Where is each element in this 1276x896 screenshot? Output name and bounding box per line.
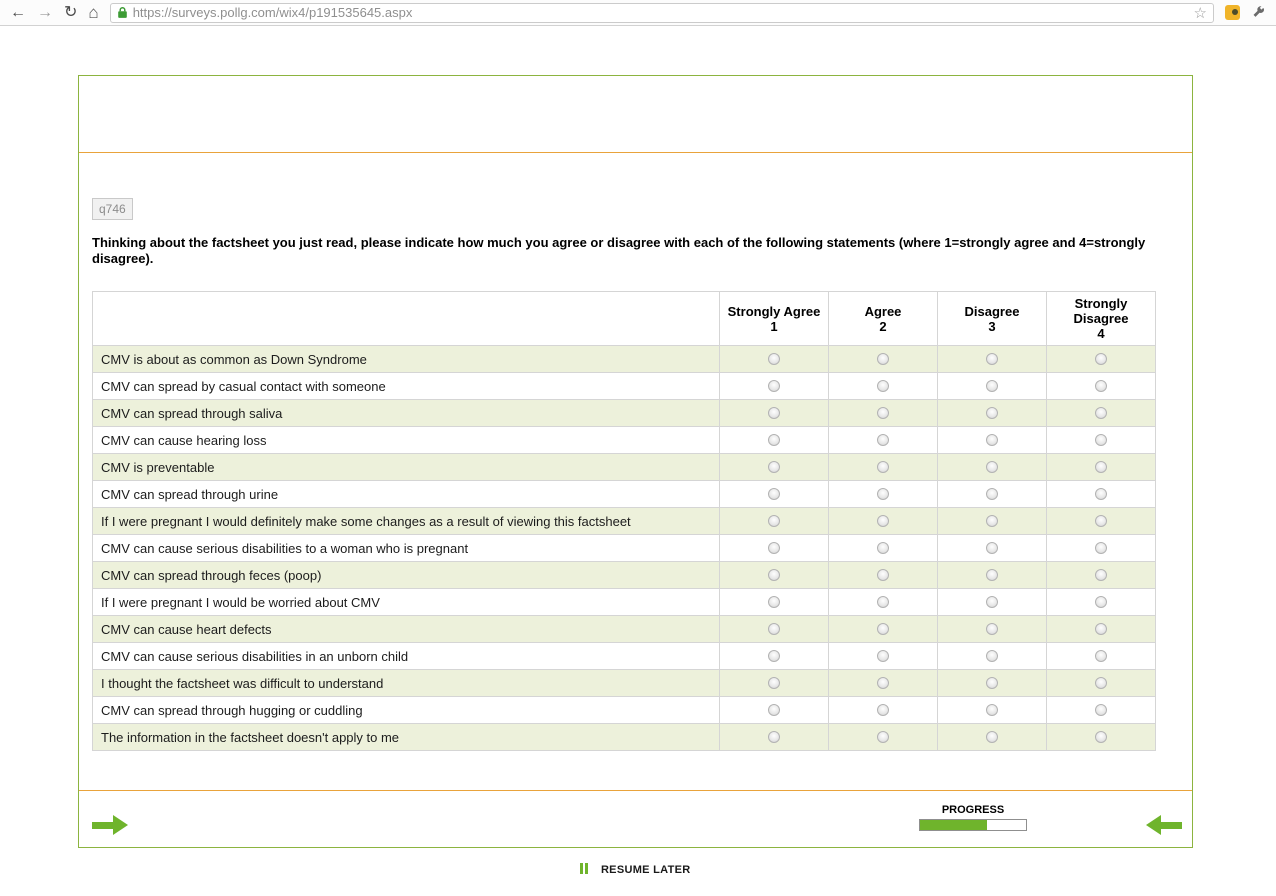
bookmark-star-icon[interactable]: ☆ — [1193, 4, 1207, 22]
radio-option[interactable] — [986, 623, 998, 635]
url-text[interactable]: https://surveys.pollg.com/wix4/p191535645.aspx — [132, 5, 413, 20]
survey-panel — [78, 75, 1193, 848]
radio-cell — [720, 616, 829, 643]
radio-option[interactable] — [1095, 461, 1107, 473]
radio-option[interactable] — [877, 407, 889, 419]
radio-cell — [829, 697, 938, 724]
radio-option[interactable] — [1095, 488, 1107, 500]
radio-option[interactable] — [1095, 515, 1107, 527]
statement-label: If I were pregnant I would definitely make some changes as a result of viewing this factsheet — [93, 508, 720, 535]
radio-option[interactable] — [768, 731, 780, 743]
next-button[interactable] — [92, 815, 128, 835]
radio-cell — [1047, 697, 1156, 724]
radio-option[interactable] — [986, 596, 998, 608]
radio-option[interactable] — [986, 677, 998, 689]
radio-cell — [720, 373, 829, 400]
column-number: 1 — [770, 318, 778, 334]
column-number: 4 — [1097, 326, 1105, 341]
radio-option[interactable] — [877, 704, 889, 716]
header-row — [93, 292, 1156, 346]
radio-option[interactable] — [768, 434, 780, 446]
survey-footer — [79, 790, 1192, 847]
column-label: Strongly Disagree — [1073, 296, 1129, 326]
radio-option[interactable] — [877, 731, 889, 743]
column-label: Agree — [864, 303, 902, 319]
radio-option[interactable] — [768, 596, 780, 608]
radio-cell — [1047, 454, 1156, 481]
column-header-strongly-agree — [720, 292, 829, 346]
radio-cell — [720, 454, 829, 481]
radio-option[interactable] — [1095, 434, 1107, 446]
radio-cell — [720, 481, 829, 508]
radio-option[interactable] — [1095, 542, 1107, 554]
radio-cell — [720, 535, 829, 562]
radio-cell — [938, 562, 1047, 589]
statement-label: CMV can cause hearing loss — [93, 427, 720, 454]
table-row — [93, 400, 1156, 427]
question-text: Thinking about the factsheet you just read, please indicate how much you agree or disagree with each of the following statements (where 1=strongly agree and 4=strongly disagree). — [92, 235, 1146, 266]
radio-option[interactable] — [1095, 353, 1107, 365]
radio-option[interactable] — [768, 542, 780, 554]
likert-table — [92, 291, 1156, 751]
progress-indicator — [919, 804, 1027, 831]
radio-cell — [1047, 373, 1156, 400]
radio-cell — [938, 724, 1047, 751]
table-row — [93, 589, 1156, 616]
radio-cell — [1047, 346, 1156, 373]
radio-cell — [720, 697, 829, 724]
table-row — [93, 481, 1156, 508]
forward-icon[interactable]: → — [37, 3, 53, 21]
back-icon[interactable]: ← — [10, 3, 26, 21]
radio-cell — [938, 427, 1047, 454]
radio-cell — [829, 562, 938, 589]
radio-option[interactable] — [986, 461, 998, 473]
radio-option[interactable] — [768, 407, 780, 419]
lock-icon — [117, 6, 128, 19]
radio-cell — [1047, 616, 1156, 643]
radio-option[interactable] — [877, 461, 889, 473]
radio-cell — [829, 643, 938, 670]
column-label: Disagree — [964, 303, 1020, 319]
radio-option[interactable] — [1095, 407, 1107, 419]
progress-fill — [920, 820, 987, 830]
radio-option[interactable] — [1095, 569, 1107, 581]
radio-cell — [1047, 427, 1156, 454]
radio-cell — [938, 643, 1047, 670]
radio-option[interactable] — [986, 569, 998, 581]
arrow-shaft — [92, 822, 113, 829]
column-number: 3 — [988, 318, 996, 334]
radio-cell — [938, 670, 1047, 697]
table-row — [93, 454, 1156, 481]
resume-later-link[interactable] — [78, 861, 1193, 879]
radio-cell — [720, 400, 829, 427]
address-bar[interactable] — [110, 3, 1214, 23]
radio-option[interactable] — [877, 596, 889, 608]
extension-icon[interactable] — [1225, 5, 1240, 20]
radio-option[interactable] — [877, 569, 889, 581]
radio-cell — [938, 697, 1047, 724]
radio-cell — [720, 346, 829, 373]
radio-option[interactable] — [1095, 596, 1107, 608]
radio-cell — [1047, 670, 1156, 697]
radio-cell — [829, 508, 938, 535]
table-row — [93, 643, 1156, 670]
table-row — [93, 724, 1156, 751]
radio-option[interactable] — [877, 488, 889, 500]
statement-label: CMV is preventable — [93, 454, 720, 481]
radio-option[interactable] — [768, 650, 780, 662]
radio-cell — [938, 346, 1047, 373]
table-row — [93, 616, 1156, 643]
wrench-menu-icon[interactable] — [1251, 5, 1266, 20]
radio-option[interactable] — [877, 623, 889, 635]
survey-header-band — [79, 76, 1192, 153]
radio-cell — [829, 724, 938, 751]
table-row — [93, 535, 1156, 562]
radio-cell — [829, 346, 938, 373]
radio-cell — [829, 481, 938, 508]
statement-label: CMV can spread through feces (poop) — [93, 562, 720, 589]
radio-option[interactable] — [986, 434, 998, 446]
column-label: Strongly Agree — [727, 303, 821, 319]
radio-option[interactable] — [768, 515, 780, 527]
statement-label: CMV can spread through hugging or cuddling — [93, 697, 720, 724]
radio-cell — [938, 400, 1047, 427]
radio-cell — [829, 616, 938, 643]
radio-option[interactable] — [877, 542, 889, 554]
radio-cell — [1047, 643, 1156, 670]
column-header-strongly-disagree — [1047, 292, 1156, 346]
radio-option[interactable] — [1095, 731, 1107, 743]
question-id-badge: q746 — [92, 198, 133, 220]
radio-cell — [938, 535, 1047, 562]
arrow-head — [113, 815, 128, 835]
radio-cell — [829, 670, 938, 697]
pause-icon — [580, 861, 590, 879]
radio-cell — [1047, 724, 1156, 751]
table-row — [93, 562, 1156, 589]
statement-label: CMV can cause heart defects — [93, 616, 720, 643]
column-header-agree — [829, 292, 938, 346]
browser-chrome — [0, 0, 1276, 26]
radio-option[interactable] — [877, 650, 889, 662]
table-row — [93, 697, 1156, 724]
radio-cell — [720, 427, 829, 454]
radio-option[interactable] — [986, 407, 998, 419]
arrow-head — [1146, 815, 1161, 835]
statement-label: CMV can cause serious disabilities to a woman who is pregnant — [93, 535, 720, 562]
progress-label: PROGRESS — [941, 804, 1005, 816]
statement-label: If I were pregnant I would be worried about CMV — [93, 589, 720, 616]
radio-option[interactable] — [768, 569, 780, 581]
table-row — [93, 427, 1156, 454]
radio-option[interactable] — [768, 623, 780, 635]
radio-cell — [1047, 508, 1156, 535]
table-row — [93, 508, 1156, 535]
radio-option[interactable] — [1095, 623, 1107, 635]
radio-cell — [938, 589, 1047, 616]
radio-cell — [829, 427, 938, 454]
radio-cell — [938, 508, 1047, 535]
radio-cell — [720, 589, 829, 616]
statement-label: CMV can spread through urine — [93, 481, 720, 508]
radio-cell — [720, 724, 829, 751]
statement-label: CMV can spread through saliva — [93, 400, 720, 427]
arrow-shaft — [1161, 822, 1182, 829]
radio-option[interactable] — [768, 488, 780, 500]
radio-cell — [938, 373, 1047, 400]
radio-option[interactable] — [877, 677, 889, 689]
radio-cell — [829, 400, 938, 427]
radio-option[interactable] — [768, 461, 780, 473]
radio-cell — [829, 589, 938, 616]
radio-cell — [720, 508, 829, 535]
radio-cell — [720, 670, 829, 697]
refresh-icon[interactable]: ↻ — [64, 3, 78, 21]
statement-label: The information in the factsheet doesn't apply to me — [93, 724, 720, 751]
radio-option[interactable] — [877, 380, 889, 392]
radio-option[interactable] — [768, 704, 780, 716]
radio-option[interactable] — [986, 650, 998, 662]
radio-cell — [1047, 481, 1156, 508]
radio-option[interactable] — [986, 542, 998, 554]
progress-bar — [919, 819, 1027, 831]
survey-content — [79, 153, 1192, 790]
home-icon[interactable]: ⌂ — [88, 3, 99, 22]
radio-cell — [1047, 589, 1156, 616]
radio-option[interactable] — [768, 353, 780, 365]
radio-option[interactable] — [986, 380, 998, 392]
radio-cell — [1047, 562, 1156, 589]
radio-option[interactable] — [1095, 677, 1107, 689]
radio-cell — [938, 481, 1047, 508]
radio-cell — [720, 562, 829, 589]
radio-cell — [829, 535, 938, 562]
radio-cell — [938, 454, 1047, 481]
statement-label: CMV is about as common as Down Syndrome — [93, 346, 720, 373]
table-row — [93, 346, 1156, 373]
radio-option[interactable] — [986, 353, 998, 365]
statements-body — [93, 346, 1156, 751]
radio-option[interactable] — [877, 434, 889, 446]
radio-option[interactable] — [768, 380, 780, 392]
statement-label: I thought the factsheet was difficult to understand — [93, 670, 720, 697]
radio-cell — [720, 643, 829, 670]
radio-cell — [1047, 400, 1156, 427]
table-corner — [93, 292, 720, 346]
radio-option[interactable] — [877, 515, 889, 527]
radio-option[interactable] — [1095, 380, 1107, 392]
radio-option[interactable] — [986, 488, 998, 500]
table-row — [93, 373, 1156, 400]
column-header-disagree — [938, 292, 1047, 346]
radio-cell — [1047, 535, 1156, 562]
resume-later-label: RESUME LATER — [600, 864, 691, 876]
table-row — [93, 670, 1156, 697]
statement-label: CMV can spread by casual contact with someone — [93, 373, 720, 400]
radio-option[interactable] — [986, 704, 998, 716]
radio-option[interactable] — [986, 515, 998, 527]
radio-cell — [829, 454, 938, 481]
statement-label: CMV can cause serious disabilities in an unborn child — [93, 643, 720, 670]
radio-cell — [938, 616, 1047, 643]
column-number: 2 — [879, 318, 887, 334]
radio-option[interactable] — [877, 353, 889, 365]
radio-cell — [829, 373, 938, 400]
back-button[interactable] — [1146, 815, 1182, 835]
radio-option[interactable] — [1095, 704, 1107, 716]
radio-option[interactable] — [1095, 650, 1107, 662]
radio-option[interactable] — [986, 731, 998, 743]
radio-option[interactable] — [768, 677, 780, 689]
